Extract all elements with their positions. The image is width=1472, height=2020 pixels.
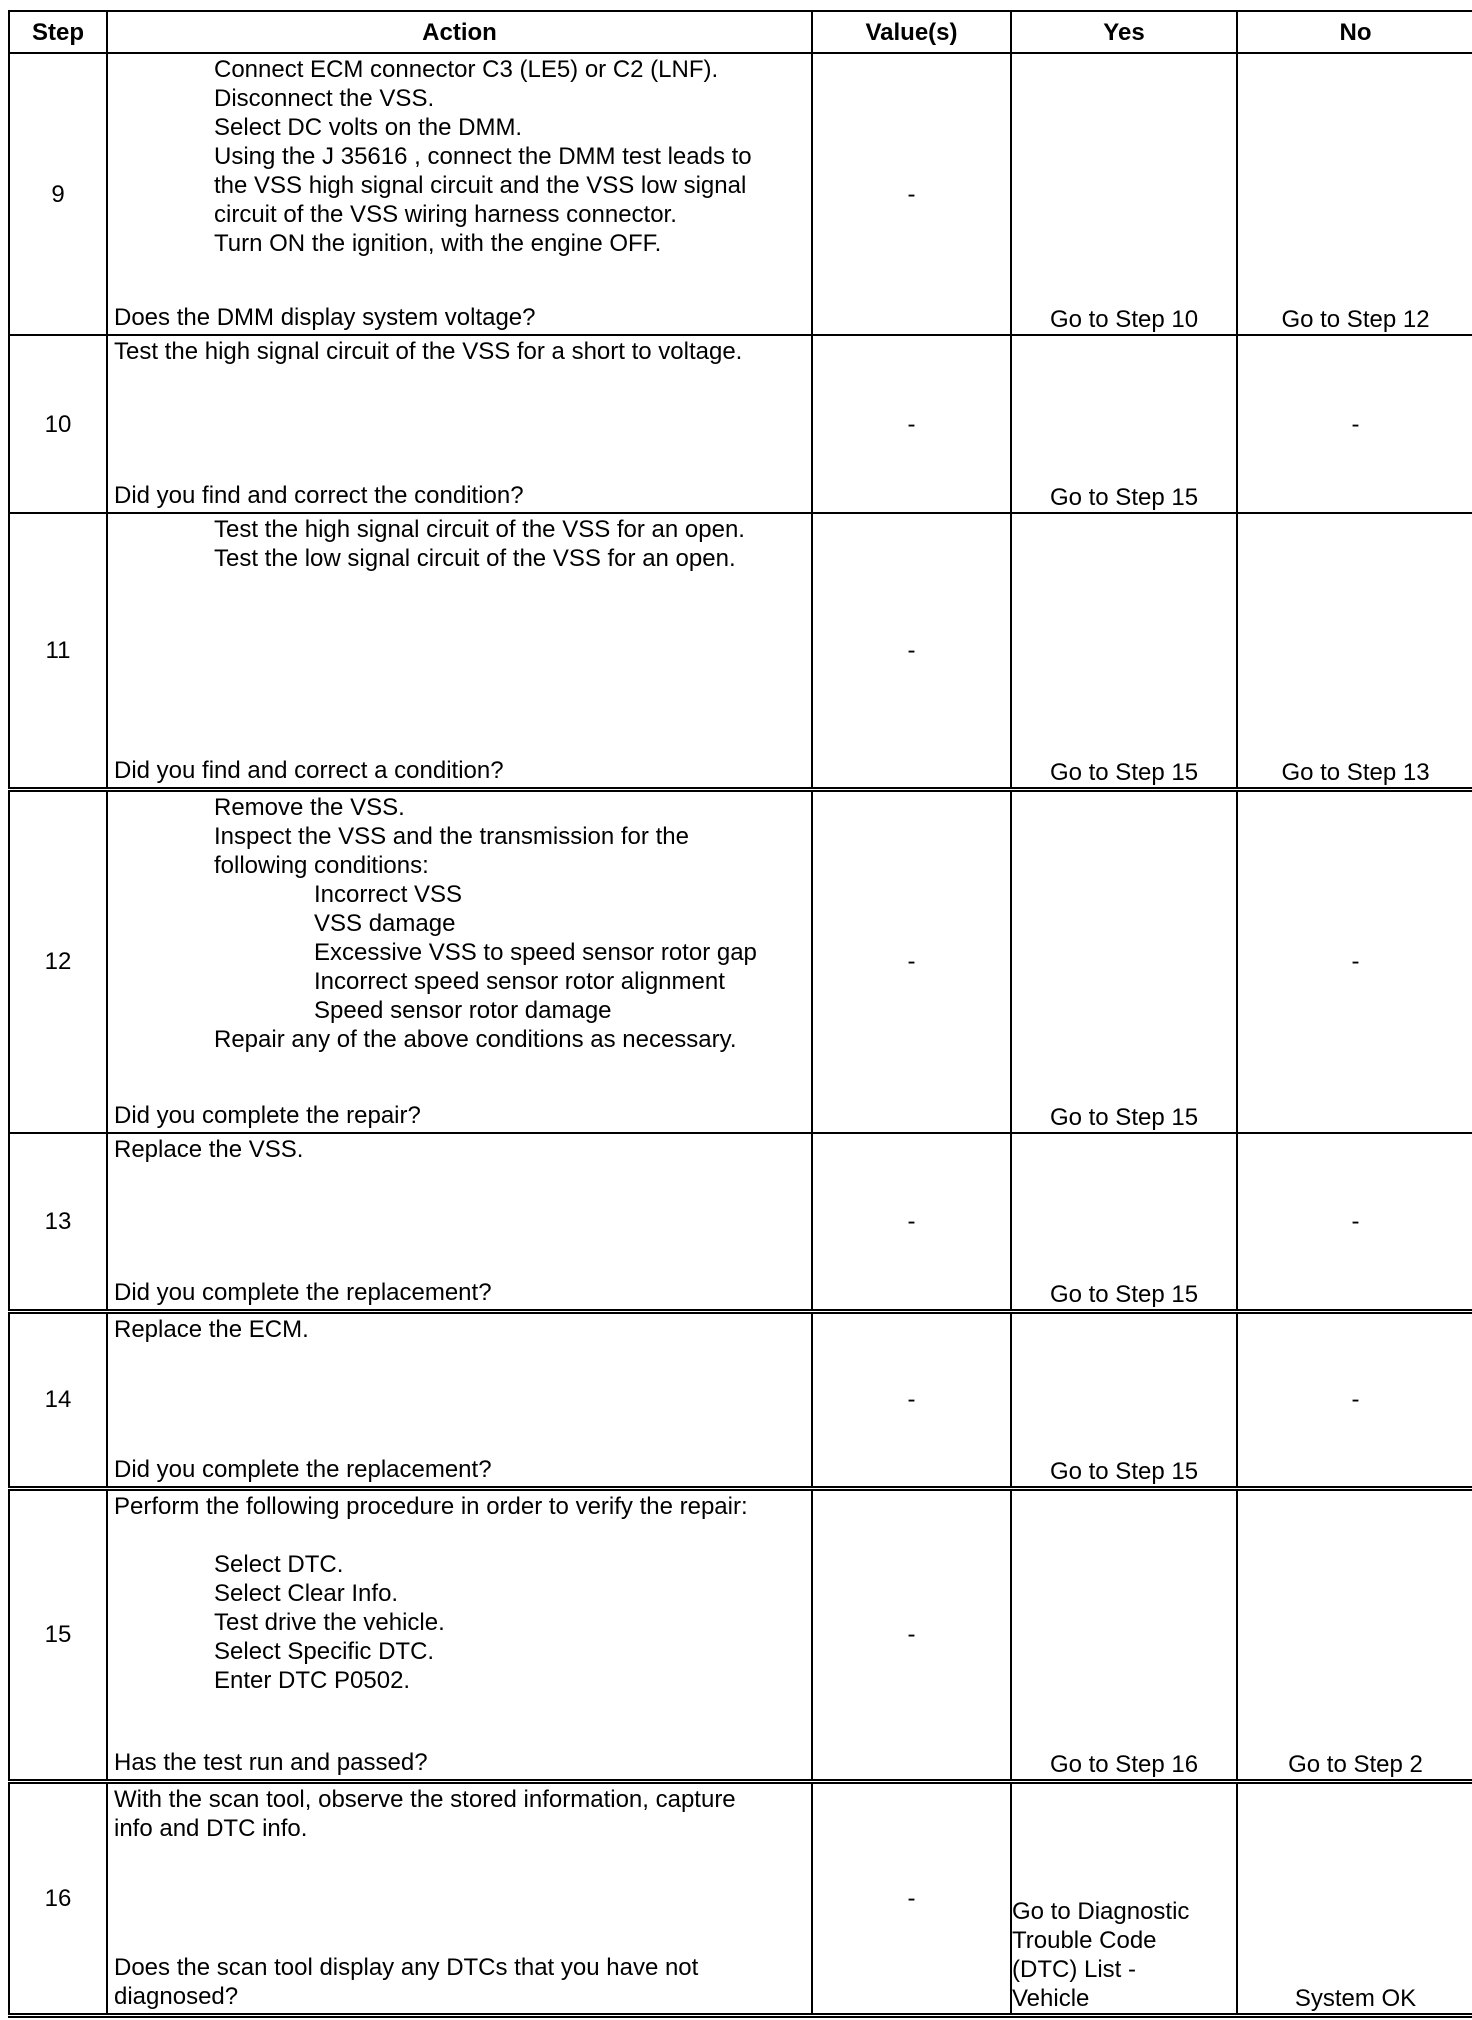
no-cell: - <box>1237 335 1472 513</box>
question-line: diagnosed? <box>114 1982 239 2010</box>
table-row <box>9 513 1472 789</box>
no-cell: Go to Step 2 <box>1237 1488 1472 1781</box>
header-action: Action <box>107 11 812 53</box>
action-line: Select DTC. <box>214 1550 344 1578</box>
yes-cell: Go to Step 15 <box>1011 789 1237 1133</box>
action-question: Does the DMM display system voltage? <box>114 304 536 331</box>
table-row <box>9 1781 1472 2015</box>
value-cell: - <box>812 1781 1011 2015</box>
header-step: Step <box>9 11 107 53</box>
action-line: Test drive the vehicle. <box>214 1608 445 1636</box>
yes-cell: Go to Step 10 <box>1011 53 1237 335</box>
no-cell: - <box>1237 1311 1472 1488</box>
question-line: Does the scan tool display any DTCs that you have not <box>114 1953 699 1981</box>
table-row <box>9 1133 1472 1311</box>
action-line: Turn ON the ignition, with the engine OFF. <box>214 230 662 257</box>
action-line: Select DC volts on the DMM. <box>214 114 523 141</box>
action-question: Has the test run and passed? <box>114 1748 428 1776</box>
action-line: Inspect the VSS and the transmission for the <box>214 822 689 850</box>
step-number: 16 <box>9 1781 107 2015</box>
action-line: info and DTC info. <box>114 1814 308 1842</box>
yes-cell: Go to Step 15 <box>1011 1311 1237 1488</box>
action-cell <box>107 1488 812 1781</box>
action-cell <box>107 1311 812 1488</box>
yes-cell: Go to Step 15 <box>1011 513 1237 789</box>
action-line: Test the high signal circuit of the VSS for an open. <box>214 516 745 543</box>
value-cell: - <box>812 513 1011 789</box>
value-cell: - <box>812 1311 1011 1488</box>
step-number: 10 <box>9 335 107 513</box>
action-line: Using the J 35616 , connect the DMM test leads to <box>214 143 752 170</box>
no-cell: Go to Step 12 <box>1237 53 1472 335</box>
no-cell: System OK <box>1237 1781 1472 2015</box>
action-line: Select Clear Info. <box>214 1579 399 1607</box>
yes-cell <box>1011 1781 1237 2015</box>
action-cell <box>107 513 812 789</box>
table-row <box>9 789 1472 1133</box>
yes-line: (DTC) List - <box>1012 1955 1136 1983</box>
yes-line: Trouble Code <box>1012 1926 1157 1954</box>
action-line: Disconnect the VSS. <box>214 85 435 112</box>
action-line: Speed sensor rotor damage <box>314 996 612 1024</box>
no-cell: - <box>1237 789 1472 1133</box>
step-number: 11 <box>9 513 107 789</box>
action-cell <box>107 53 812 335</box>
value-cell: - <box>812 1133 1011 1311</box>
value-cell: - <box>812 1488 1011 1781</box>
yes-cell: Go to Step 16 <box>1011 1488 1237 1781</box>
action-line: Incorrect VSS <box>314 880 463 908</box>
action-line: circuit of the VSS wiring harness connector. <box>214 201 677 228</box>
header-yes: Yes <box>1011 11 1237 53</box>
action-line: Perform the following procedure in order to verify the repair: <box>114 1492 748 1520</box>
action-question: Did you complete the replacement? <box>114 1455 492 1483</box>
table-row <box>9 53 1472 335</box>
yes-line: Vehicle <box>1012 1984 1090 2012</box>
yes-cell: Go to Step 15 <box>1011 335 1237 513</box>
step-number: 14 <box>9 1311 107 1488</box>
action-question: Did you complete the replacement? <box>114 1278 492 1306</box>
table-row <box>9 1311 1472 1488</box>
action-line: Connect ECM connector C3 (LE5) or C2 (LNF). <box>214 56 719 83</box>
action-line: Excessive VSS to speed sensor rotor gap <box>314 938 757 966</box>
action-line: Test the low signal circuit of the VSS for an open. <box>214 545 736 572</box>
value-cell: - <box>812 789 1011 1133</box>
table-row <box>9 1488 1472 1781</box>
action-question <box>114 1953 805 2011</box>
action-line: Select Specific DTC. <box>214 1637 435 1665</box>
action-question: Did you complete the repair? <box>114 1102 421 1129</box>
action-line: the VSS high signal circuit and the VSS low signal <box>214 172 747 199</box>
action-cell <box>107 335 812 513</box>
step-number: 15 <box>9 1488 107 1781</box>
action-line: Replace the ECM. <box>114 1315 309 1343</box>
action-line: With the scan tool, observe the stored information, capture <box>114 1785 736 1813</box>
no-cell: - <box>1237 1133 1472 1311</box>
step-number: 12 <box>9 789 107 1133</box>
action-cell <box>107 1781 812 2015</box>
step-number: 13 <box>9 1133 107 1311</box>
action-line: Enter DTC P0502. <box>214 1666 411 1694</box>
action-line: Incorrect speed sensor rotor alignment <box>314 967 725 995</box>
action-line: Remove the VSS. <box>214 793 405 821</box>
action-line: following conditions: <box>214 851 429 879</box>
action-line: Test the high signal circuit of the VSS for a short to voltage. <box>114 338 743 365</box>
action-question: Did you find and correct a condition? <box>114 756 504 784</box>
value-cell: - <box>812 53 1011 335</box>
header-values: Value(s) <box>812 11 1011 53</box>
action-line: VSS damage <box>314 909 456 937</box>
action-question: Did you find and correct the condition? <box>114 482 524 509</box>
header-no: No <box>1237 11 1472 53</box>
action-line: Replace the VSS. <box>114 1136 304 1163</box>
diagnostic-table <box>8 10 1472 2018</box>
no-cell: Go to Step 13 <box>1237 513 1472 789</box>
table-row <box>9 335 1472 513</box>
step-number: 9 <box>9 53 107 335</box>
yes-line: Go to Diagnostic <box>1012 1897 1190 1925</box>
yes-cell: Go to Step 15 <box>1011 1133 1237 1311</box>
action-line: Repair any of the above conditions as necessary. <box>214 1025 737 1053</box>
header-row <box>9 11 1472 53</box>
value-cell: - <box>812 335 1011 513</box>
action-cell <box>107 789 812 1133</box>
action-cell <box>107 1133 812 1311</box>
